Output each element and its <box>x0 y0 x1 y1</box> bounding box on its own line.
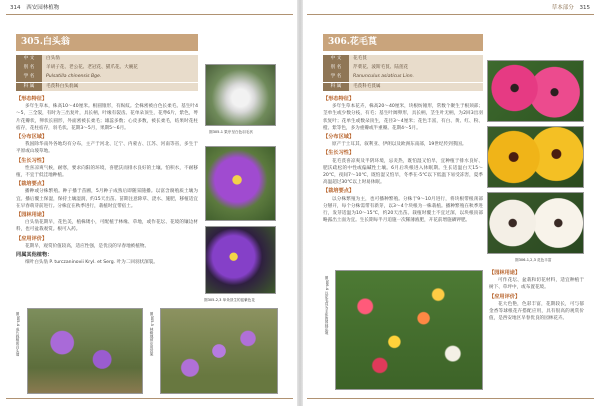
photo-caption: 图305-1 果序呈白色羽毛状 <box>209 130 253 134</box>
info-row: 中 文 花毛茛 <box>323 55 483 64</box>
section-paragraph: 花大色艳，色彩丰富，花期较长，可与郁金香等球根花卉搭配应用，具有很高的观赏价值，是西安地区早春优良的园林花卉。 <box>489 301 584 322</box>
section-paragraph: 白头翁花期早，花色美，植株矮小，可配植于林缘、草地，或作花坛、花境的镶边材料，也可盆栽观赏。根可入药。 <box>16 220 198 233</box>
entry-title-baitouweng: 305.白头翁 <box>16 34 198 51</box>
right-body-text-lower <box>489 268 584 322</box>
section-paragraph: 性喜凉爽气候，耐寒，要求向阳的环境，喜肥沃而排水良好的土壤。怕积水，不耐移植，不宜于低洼地种植。 <box>16 165 198 179</box>
left-running-header <box>6 3 59 13</box>
section-name: 草本部分 <box>551 5 574 11</box>
section-heading: 【形态特征】 <box>323 96 355 102</box>
header-rule <box>6 14 293 15</box>
section-heading: 【生长习性】 <box>323 150 355 157</box>
photo-white-ranunculus <box>487 192 584 254</box>
info-row: 学 名 Ranunculus asiaticus Linn. <box>323 73 483 82</box>
section-heading: 【生长习性】 <box>16 157 48 164</box>
left-page-number: 314 <box>10 5 21 11</box>
section-paragraph: 花毛茛喜凉爽及半阴环境，忌炎热，既怕湿又怕旱，宜种植于排水良好、肥沃疏松的中性或偏碱性土壤。6月后块根进入休眠期。生长适温白天15～20℃，夜间7～10℃，既怕湿又怕旱，冬季在-5℃以下低温下易受冻害，夏季高温超过30℃以上时易休眠。 <box>323 158 483 186</box>
info-row: 学 名 Pulsatilla chinensis Bge. <box>16 73 198 82</box>
section-paragraph: 多年生草本，株高10～40厘米。根圆锥形，有纵纹。全株密被白色长柔毛。基生叶4～5，三全裂，有时为三出复叶，具长柄，叶缘有裂齿。花单朵顶生，花萼6片，紫色，萼片花瓣状，卵状长圆形，外面密被长柔毛；雄蕊多数；心皮多数，被长柔毛，结果时花柱宿存，花柱宿存，羽毛状。花期3～5月，果期5～6月。 <box>16 104 198 131</box>
right-page <box>301 0 600 406</box>
info-table-right <box>323 55 483 92</box>
photo-pink-ranunculus <box>487 60 584 122</box>
section-heading: 【形态特征】 <box>16 96 48 102</box>
right-body-text-upper <box>323 94 483 224</box>
photo-caption-vertical: 图305-4 成片栽植的白头翁 <box>16 312 20 356</box>
photo-purple-flower-1 <box>205 146 276 221</box>
section-paragraph: 花期早，观赏价值较高，适应性强，是优良的早春地被植物。 <box>25 243 150 249</box>
book-title: 西安园林植物 <box>26 5 60 11</box>
footer-rule <box>6 398 293 399</box>
section-heading: 【栽培要点】 <box>323 188 355 195</box>
photo-caption: 图306-1,2,3 花色丰富 <box>515 258 552 262</box>
photo-caption: 图305-2,3 单朵顶生的蓝紫色花 <box>204 298 255 302</box>
related-species-heading: 同属其他植物： <box>16 252 53 259</box>
footer-rule <box>307 398 594 399</box>
section-heading: 【应用评价】 <box>16 235 48 242</box>
info-table-left <box>16 55 198 92</box>
section-heading: 【园林用途】 <box>489 270 521 276</box>
photo-yellow-ranunculus <box>487 126 584 188</box>
photo-purple-flower-2 <box>205 226 276 294</box>
section-heading: 【分布区域】 <box>323 134 355 141</box>
info-row: 别 名 羊胡子花、老公花、老冠花、猫爪花、大碗花 <box>16 64 198 73</box>
left-page <box>0 0 299 406</box>
photo-caption-vertical: 图306-4 以花毛茛为主体的园林花境 <box>325 276 329 335</box>
section-paragraph: 播种或分株繁殖。种子播于苗圃，5月种子成熟后即随采随播。以富含腐殖质土壤为宜。播后覆土保湿，保持土壤湿润，约15天出苗。苗期注意除草、浇水、施肥，移植适宜在早春萌芽前进行。分株宜在秋季进行，栽植时宜带宿土。 <box>16 189 198 209</box>
photo-caption-vertical: 图305-5 林缘地被应用效果 <box>150 312 154 356</box>
info-row: 别 名 芹菜花、波斯毛茛、陆莲花 <box>323 64 483 73</box>
entry-title-huamaogen: 306.花毛茛 <box>323 34 483 51</box>
section-paragraph: 原产于土耳其、叙利亚、伊朗以及欧洲东南部，19世纪传到我国。 <box>332 142 467 148</box>
info-row: 中 文 白头翁 <box>16 55 198 64</box>
section-paragraph: 我国除华南外各地均有分布，主产于河北、辽宁、内蒙古、江苏、河南等省，多生于平原或山坡草地。 <box>16 142 198 155</box>
related-species-text: 细叶白头翁 P. turczaninovii Kryl. et Serg. 叶为二回羽状深裂。 <box>25 260 158 266</box>
info-row: 科 属 毛茛科白头翁属 <box>16 83 198 92</box>
section-paragraph: 多年生草本花卉，株高20～40厘米，块根纺锤形，常数个聚生于根颈部；茎单生或少数分枝，有毛；基生叶阔卵形，具长柄，茎生叶无柄，为2回3出羽状复叶；花单生或数朵顶生，花径3～4厘米；花色丰富，有白、黄、红、粉、橙、紫等色，多为重瓣或半重瓣。花期4～5月。 <box>323 104 483 131</box>
photo-flower-bed <box>335 270 483 390</box>
section-heading: 【应用评价】 <box>489 293 521 300</box>
photo-field-2 <box>160 308 278 394</box>
section-paragraph: 可作花坛、盆栽和切花材料，适宜种植于树下、草坪中，或布置花境。 <box>489 278 584 291</box>
section-heading: 【园林用途】 <box>16 212 48 219</box>
info-row: 科 属 毛茛科毛茛属 <box>323 83 483 92</box>
right-running-header <box>552 3 594 13</box>
section-heading: 【栽培要点】 <box>16 181 48 188</box>
photo-field-1 <box>27 308 143 394</box>
section-heading: 【分布区域】 <box>16 134 48 141</box>
left-body-text <box>16 94 198 266</box>
right-page-number: 315 <box>579 5 590 11</box>
header-rule <box>307 14 594 15</box>
photo-seed-head <box>205 64 276 126</box>
section-paragraph: 以分株繁殖为主，也可播种繁殖。分株于9～10月进行，将块根带根颈部分掰开，每个分株需带有新芽，以3～4个块根为一株栽植。播种繁殖在秋季进行，发芽适温为10～15℃，约20天出苗。栽植时覆土不宜过深，以块根顶部略露出土面为宜。生长期每半月追施一次稀薄液肥，开花前增施磷钾肥。 <box>323 196 483 224</box>
